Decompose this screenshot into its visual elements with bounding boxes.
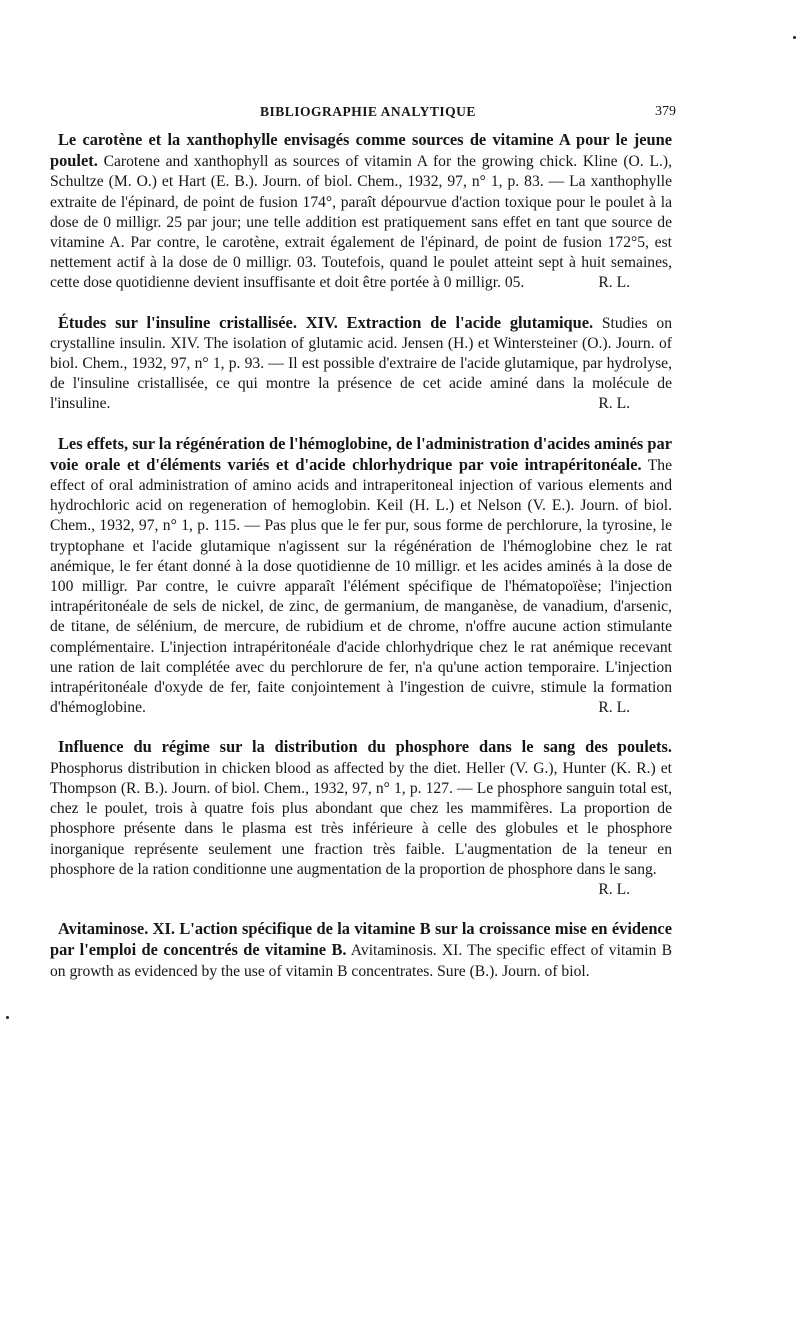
entry-signature: R. L.	[598, 880, 630, 898]
page-number: 379	[655, 104, 676, 119]
entry-title: Avitaminose. XI. L'action spécifique de la vitamine B sur la croissance mise en évidence par l'emploi de concentrés de vitamine B.	[50, 919, 672, 960]
abstract-entry	[50, 130, 672, 294]
entry-spacer	[50, 718, 672, 737]
entry-title: Le carotène et la xanthophylle envisagés comme sources de vitamine A pour le jeune poulet.	[50, 130, 672, 171]
entry-title: Influence du régime sur la distribution du phosphore dans le sang des poulets.	[58, 737, 672, 757]
entry-spacer	[50, 900, 672, 919]
entry-body: Carotene and xanthophyll as sources of vitamin A for the growing chick. Kline (O. L.), Schultze (M. O.) et Hart (E. B.). Journ. of biol. Chem., 1932, 97, n° 1, p. 83. — La xanthophylle extraite de l'épinard, de point de fusion 174°, paraît dépourvue d'action toxique pour le poulet à la dose de 0 milligr. 25 par jour; une telle addition est pratiquement sans effet en tant que source de vitamine A. Par contre, le carotène, extrait également de l'épinard, de point de fusion 172°5, est nettement actif à la dose de 0 milligr. 03. Toutefois, quand le poulet atteint sept à huit semaines, cette dose quotidienne devient insuffisante et doit être portée à 0 milligr. 05.	[50, 153, 672, 292]
running-title: BIBLIOGRAPHIE ANALYTIQUE	[260, 104, 476, 119]
abstract-entry	[50, 737, 672, 900]
entry-body: Phosphorus distribution in chicken blood as affected by the diet. Heller (V. G.), Hunter (K. R.) et Thompson (R. B.). Journ. of biol. Chem., 1932, 97, n° 1, p. 127. — Le phosphore sanguin total est, chez le poulet, trois à quatre fois plus abondant que chez les mammifères. La proportion de phosphore présente dans le plasma est très inférieure à celle des globules et le phosphore inorganique représente seulement une fraction très faible. L'augmentation de la teneur en phosphore de la ration conditionne une augmentation de la proportion de phosphore dans le sang.	[50, 759, 672, 878]
entry-signature: R. L.	[598, 699, 630, 717]
abstract-entry	[50, 434, 672, 719]
entry-body: Studies on crystalline insulin. XIV. The isolation of glutamic acid. Jensen (H.) et Wintersteiner (O.). Journ. of biol. Chem., 1932, 97, n° 1, p. 93. — Il est possible d'extraire de l'acide glutamique, par hydrolyse, de l'insuline cristallisée, ce qui montre la présence de cet acide aminé dans la molécule de l'insuline.	[50, 314, 672, 413]
entry-body: Avitaminosis. XI. The specific effect of vitamin B on growth as evidenced by the use of vitamin B concentrates. Sure (B.). Journ. of biol.	[50, 942, 672, 980]
entry-body: The effect of oral administration of amino acids and intraperitoneal injection of various elements and hydrochloric acid on regeneration of hemoglobin. Keil (H. L.) et Nelson (V. E.). Journ. of biol. Chem., 1932, 97, n° 1, p. 115. — Pas plus que le fer pur, sous forme de perchlorure, la tyrosine, le tryptophane et l'acide glutamique n'agissent sur la régénération de l'hémoglobine chez le rat anémique, le fer étant donné à la dose quotidienne de 10 milligr. et les acides aminés à la dose de 100 milligr. Par contre, le cuivre apparaît l'élément spécifique de l'hématopoïèse; l'injection intrapéritonéale de sels de nickel, de zinc, de germanium, de manganèse, de vanadium, d'arsenic, de titane, de sélénium, de mercure, de rubidium et de chrome, n'offre aucune action stimulante complémentaire. L'injection intrapéritonéale d'acide chlorhydrique chez le rat anémique recevant une ration de lait complétée avec du perchlorure de fer, n'a qu'une action temporaire. L'injection intrapéritonéale d'oxyde de fer, faite conjointement à l'ingestion de cuivre, stimule la formation d'hémoglobine.	[50, 456, 672, 717]
entry-signature: R. L.	[598, 274, 630, 292]
entry-signature: R. L.	[598, 395, 630, 413]
abstract-entry	[50, 313, 672, 415]
entry-spacer	[50, 415, 672, 434]
entry-spacer	[50, 294, 672, 313]
margin-speck	[6, 1016, 9, 1019]
running-head	[50, 104, 676, 126]
margin-speck	[793, 36, 796, 39]
abstract-entry	[50, 919, 672, 982]
entry-title: Les effets, sur la régénération de l'hémoglobine, de l'administration d'acides aminés par voie orale et d'éléments variés et d'acide chlorhydrique par voie intrapéritonéale.	[50, 433, 672, 474]
text-column	[50, 130, 672, 982]
entry-title: Études sur l'insuline cristallisée. XIV. Extraction de l'acide glutamique.	[58, 312, 594, 332]
